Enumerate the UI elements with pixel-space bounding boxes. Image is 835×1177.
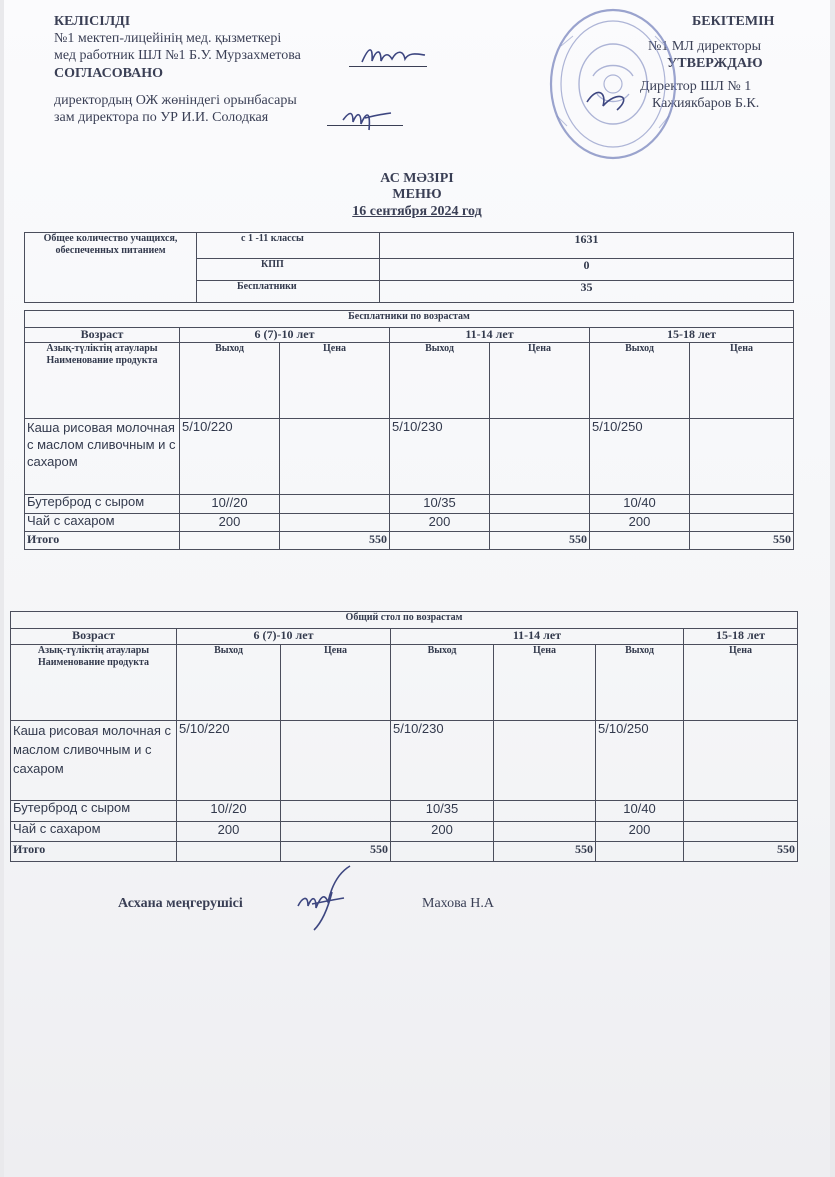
output-header: Выход bbox=[390, 343, 490, 419]
price-cell bbox=[690, 419, 794, 495]
age-group-header: 15-18 лет bbox=[590, 328, 794, 343]
medic-position-kz: №1 мектеп-лицейінің мед. қызметкері bbox=[54, 31, 282, 46]
output-value: 10/35 bbox=[390, 495, 490, 514]
medic-name: мед работник ШЛ №1 Б.У. Мурзахметова bbox=[54, 48, 301, 63]
output-value: 5/10/250 bbox=[590, 419, 690, 495]
price-header: Цена bbox=[280, 343, 390, 419]
output-value: 5/10/220 bbox=[180, 419, 280, 495]
product-name-header: Азық-түліктің атаулары Наименование продукта bbox=[11, 645, 177, 721]
general-meals-title: Общий стол по возрастам bbox=[11, 612, 798, 629]
summary-row-label: с 1 -11 классы bbox=[197, 233, 380, 259]
menu-title-kz: АС МӘЗІРІ bbox=[380, 171, 454, 186]
price-cell bbox=[490, 419, 590, 495]
price-cell bbox=[684, 822, 798, 842]
approve-kz-label: БЕКІТЕМІН bbox=[692, 14, 775, 29]
product-name: Чай с сахаром bbox=[25, 514, 180, 532]
total-row bbox=[11, 842, 798, 862]
director-position-ru: Директор ШЛ № 1 bbox=[640, 79, 752, 94]
table-row bbox=[25, 495, 794, 514]
output-value: 5/10/220 bbox=[177, 721, 281, 801]
table-row bbox=[11, 822, 798, 842]
free-meals-title: Бесплатники по возрастам bbox=[25, 311, 794, 328]
deputy-name: зам директора по УР И.И. Солодкая bbox=[54, 110, 269, 125]
output-value: 5/10/230 bbox=[391, 721, 494, 801]
age-label: Возраст bbox=[25, 328, 180, 343]
output-value: 10/40 bbox=[590, 495, 690, 514]
menu-title-ru: МЕНЮ bbox=[392, 187, 442, 202]
age-group-header: 15-18 лет bbox=[684, 629, 798, 645]
director-name: Кажиякбаров Б.К. bbox=[652, 96, 760, 111]
output-header: Выход bbox=[391, 645, 494, 721]
output-header: Выход bbox=[177, 645, 281, 721]
summary-row-value: 0 bbox=[380, 259, 794, 281]
product-name: Каша рисовая молочная с маслом сливочным и с сахаром bbox=[25, 419, 180, 495]
price-cell bbox=[280, 495, 390, 514]
empty-cell bbox=[177, 842, 281, 862]
price-cell bbox=[281, 822, 391, 842]
output-value: 200 bbox=[390, 514, 490, 532]
empty-cell bbox=[596, 842, 684, 862]
output-value: 200 bbox=[177, 822, 281, 842]
output-value: 10/40 bbox=[596, 801, 684, 822]
table-row bbox=[11, 801, 798, 822]
price-cell bbox=[494, 721, 596, 801]
canteen-manager-name: Махова Н.А bbox=[422, 896, 494, 911]
total-label: Итого bbox=[25, 532, 180, 550]
price-cell bbox=[490, 514, 590, 532]
empty-cell bbox=[391, 842, 494, 862]
price-cell bbox=[281, 721, 391, 801]
age-group-header: 6 (7)-10 лет bbox=[180, 328, 390, 343]
price-cell bbox=[494, 801, 596, 822]
age-group-header: 11-14 лет bbox=[390, 328, 590, 343]
product-name: Каша рисовая молочная с маслом сливочным и с сахаром bbox=[11, 721, 177, 801]
output-value: 5/10/230 bbox=[390, 419, 490, 495]
round-seal-icon bbox=[547, 6, 679, 162]
output-value: 10//20 bbox=[180, 495, 280, 514]
signature-icon bbox=[292, 862, 362, 932]
summary-table bbox=[24, 232, 794, 303]
product-name: Бутерброд с сыром bbox=[11, 801, 177, 822]
output-header: Выход bbox=[590, 343, 690, 419]
deputy-position-kz: директордың ОЖ жөніндегі орынбасары bbox=[54, 93, 297, 108]
document-page bbox=[4, 0, 830, 1177]
output-header: Выход bbox=[596, 645, 684, 721]
output-value: 200 bbox=[180, 514, 280, 532]
total-value: 550 bbox=[490, 532, 590, 550]
empty-cell bbox=[180, 532, 280, 550]
total-value: 550 bbox=[684, 842, 798, 862]
summary-row-value: 1631 bbox=[380, 233, 794, 259]
table-row bbox=[11, 721, 798, 801]
total-value: 550 bbox=[494, 842, 596, 862]
menu-date: 16 сентября 2024 год bbox=[352, 204, 482, 219]
empty-cell bbox=[590, 532, 690, 550]
director-position-kz: №1 МЛ директоры bbox=[648, 39, 762, 54]
output-value: 200 bbox=[590, 514, 690, 532]
price-cell bbox=[280, 514, 390, 532]
summary-row-label: КПП bbox=[197, 259, 380, 281]
price-cell bbox=[684, 721, 798, 801]
summary-row-value: 35 bbox=[380, 281, 794, 303]
canteen-manager-label: Асхана меңгерушісі bbox=[118, 896, 243, 911]
price-cell bbox=[690, 514, 794, 532]
total-value: 550 bbox=[280, 532, 390, 550]
approve-ru-label: УТВЕРЖДАЮ bbox=[667, 56, 763, 71]
signature-icon bbox=[359, 42, 429, 68]
price-header: Цена bbox=[690, 343, 794, 419]
summary-row-label: Бесплатники bbox=[197, 281, 380, 303]
output-value: 200 bbox=[596, 822, 684, 842]
price-cell bbox=[281, 801, 391, 822]
output-value: 200 bbox=[391, 822, 494, 842]
price-cell bbox=[684, 801, 798, 822]
price-cell bbox=[490, 495, 590, 514]
total-row bbox=[25, 532, 794, 550]
total-value: 550 bbox=[281, 842, 391, 862]
price-cell bbox=[494, 822, 596, 842]
summary-label: Общее количество учащихся, обеспеченных питанием bbox=[25, 233, 197, 303]
product-name-header: Азық-түліктің атаулары Наименование продукта bbox=[25, 343, 180, 419]
product-name: Бутерброд с сыром bbox=[25, 495, 180, 514]
total-value: 550 bbox=[690, 532, 794, 550]
age-label: Возраст bbox=[11, 629, 177, 645]
price-header: Цена bbox=[684, 645, 798, 721]
product-name: Чай с сахаром bbox=[11, 822, 177, 842]
table-row bbox=[25, 514, 794, 532]
price-header: Цена bbox=[490, 343, 590, 419]
output-value: 5/10/250 bbox=[596, 721, 684, 801]
price-cell bbox=[690, 495, 794, 514]
price-cell bbox=[280, 419, 390, 495]
age-group-header: 6 (7)-10 лет bbox=[177, 629, 391, 645]
output-value: 10/35 bbox=[391, 801, 494, 822]
empty-cell bbox=[390, 532, 490, 550]
total-label: Итого bbox=[11, 842, 177, 862]
general-meals-table bbox=[10, 611, 798, 862]
output-value: 10//20 bbox=[177, 801, 281, 822]
age-group-header: 11-14 лет bbox=[391, 629, 684, 645]
signature-icon bbox=[339, 104, 395, 134]
free-meals-table bbox=[24, 310, 794, 550]
table-row bbox=[25, 419, 794, 495]
output-header: Выход bbox=[180, 343, 280, 419]
agreed-kz-label: КЕЛІСІЛДІ bbox=[54, 14, 131, 29]
price-header: Цена bbox=[281, 645, 391, 721]
price-header: Цена bbox=[494, 645, 596, 721]
agreed-ru-label: СОГЛАСОВАНО bbox=[54, 66, 163, 81]
